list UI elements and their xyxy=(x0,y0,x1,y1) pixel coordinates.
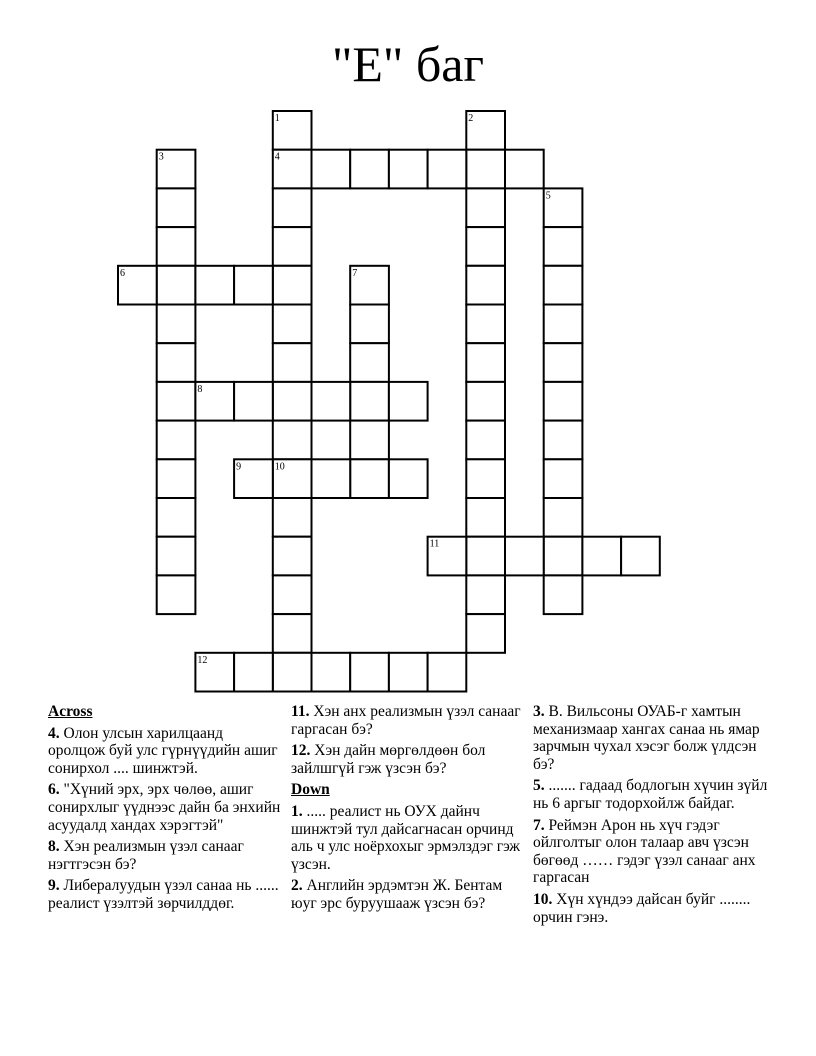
grid-cell[interactable] xyxy=(350,382,389,421)
clue-across-4: 4. Олон улсын харилцаанд оролцож буй улс гүрнүүдийн ашиг сонирхол .... шинжтэй. xyxy=(48,724,278,777)
grid-cell[interactable] xyxy=(157,459,196,498)
grid-cell[interactable] xyxy=(466,343,505,382)
grid-cell[interactable] xyxy=(312,459,351,498)
puzzle-title: "Е" баг xyxy=(331,36,484,92)
grid-cell-number: 8 xyxy=(197,383,203,395)
grid-cell-number: 10 xyxy=(274,461,285,473)
down-heading: Down xyxy=(291,781,330,799)
grid-cell[interactable] xyxy=(544,421,583,460)
clue-down-2: 2. Английн эрдэмтэн Ж. Бентам юуг эрс буруушааж үзсэн бэ? xyxy=(291,877,503,912)
grid-cell[interactable] xyxy=(544,537,583,576)
grid-cell[interactable] xyxy=(157,343,196,382)
grid-cell[interactable] xyxy=(466,421,505,460)
grid-cell[interactable] xyxy=(544,498,583,537)
grid-cell[interactable] xyxy=(544,227,583,266)
grid-cell[interactable] xyxy=(350,459,389,498)
clue-across-12: 12. Хэн дайн мөргөлдөөн бол зайлшгүй гэж үзсэн бэ? xyxy=(291,742,486,777)
grid-cell[interactable] xyxy=(505,150,544,189)
grid-cell[interactable] xyxy=(234,266,273,305)
grid-cell[interactable] xyxy=(544,575,583,614)
grid-cell[interactable] xyxy=(273,421,312,460)
grid-cell[interactable] xyxy=(582,537,621,576)
grid-cell[interactable] xyxy=(273,266,312,305)
grid-cell[interactable] xyxy=(466,188,505,227)
grid-cell[interactable] xyxy=(621,537,660,576)
grid-cell[interactable] xyxy=(157,305,196,344)
grid-cell[interactable] xyxy=(505,537,544,576)
grid-cell[interactable] xyxy=(157,227,196,266)
grid-cell[interactable] xyxy=(350,343,389,382)
grid-cell[interactable] xyxy=(466,150,505,189)
grid-cell[interactable] xyxy=(544,343,583,382)
grid-cell[interactable] xyxy=(273,575,312,614)
grid-cell[interactable] xyxy=(157,537,196,576)
grid-cell[interactable] xyxy=(312,382,351,421)
grid-cell-number: 12 xyxy=(197,654,208,666)
across-heading: Across xyxy=(48,703,93,720)
grid-cell[interactable] xyxy=(428,653,467,692)
grid-cell-number: 4 xyxy=(274,151,280,163)
grid-cell[interactable] xyxy=(544,305,583,344)
grid-cell-number: 3 xyxy=(158,151,164,163)
grid-cell[interactable] xyxy=(157,575,196,614)
grid-cell[interactable] xyxy=(273,498,312,537)
grid-cell[interactable] xyxy=(157,266,196,305)
grid-cell[interactable] xyxy=(466,614,505,653)
clue-down-3: 3. В. Вильсоны ОУАБ-г хамтын механизмаар хангах санаа нь ямар зарчмын чухал хэсэг болж үлдсэн бэ? xyxy=(533,703,760,773)
grid-cell[interactable] xyxy=(157,421,196,460)
grid-cell[interactable] xyxy=(234,382,273,421)
grid-cell-number: 11 xyxy=(429,538,440,550)
grid-cell[interactable] xyxy=(466,305,505,344)
clue-down-7: 7. Реймэн Арон нь хүч гэдэг ойлголтыг олон талаар авч үзсэн бөгөөд …… гэдэг үзэл санааг анх гаргасан xyxy=(533,816,756,887)
grid-cell[interactable] xyxy=(544,459,583,498)
grid-cell[interactable] xyxy=(157,498,196,537)
grid-cell-number: 6 xyxy=(120,267,125,279)
grid-cell[interactable] xyxy=(466,537,505,576)
grid-cell[interactable] xyxy=(544,382,583,421)
grid-cell[interactable] xyxy=(350,421,389,460)
clue-across-11: 11. Хэн анх реализмын үзэл санааг гаргасан бэ? xyxy=(291,703,521,738)
grid-cell[interactable] xyxy=(273,305,312,344)
grid-cell[interactable] xyxy=(157,188,196,227)
grid-cell[interactable] xyxy=(350,305,389,344)
grid-cell[interactable] xyxy=(273,382,312,421)
clue-down-1: 1. ..... реалист нь ОУХ дайнч шинжтэй тул дайсагнасан орчинд аль ч улс ноёрхохыг эрмэлздэг гэж үзсэн. xyxy=(291,802,520,873)
clues-column-1 xyxy=(48,703,282,917)
grid-cell-number: 2 xyxy=(468,113,474,124)
grid-cell[interactable] xyxy=(466,459,505,498)
grid-cell[interactable] xyxy=(273,188,312,227)
clue-down-5: 5. ....... гадаад бодлогын хүчин зүйл нь 6 аргыг тодорхойлж байдаг. xyxy=(533,777,768,812)
grid-cell[interactable] xyxy=(273,537,312,576)
grid-cell[interactable] xyxy=(312,150,351,189)
grid-cell[interactable] xyxy=(234,653,273,692)
grid-cell[interactable] xyxy=(273,227,312,266)
grid-cell[interactable] xyxy=(428,150,467,189)
grid-cell[interactable] xyxy=(350,653,389,692)
grid-cell-number: 9 xyxy=(236,461,242,473)
grid-cell-number: 1 xyxy=(274,113,280,124)
grid-cell[interactable] xyxy=(466,266,505,305)
clue-across-8: 8. Хэн реализмын үзэл санааг нэгтгэсэн бэ? xyxy=(48,838,244,873)
clues-column-2 xyxy=(291,703,525,917)
grid-cell[interactable] xyxy=(389,382,428,421)
grid-cell[interactable] xyxy=(312,653,351,692)
grid-cell[interactable] xyxy=(389,150,428,189)
grid-cell-number: 7 xyxy=(352,267,358,279)
grid-cell[interactable] xyxy=(273,343,312,382)
grid-cell[interactable] xyxy=(273,614,312,653)
grid-cell[interactable] xyxy=(389,653,428,692)
grid-cell-number: 5 xyxy=(545,190,551,202)
clue-across-9: 9. Либералуудын үзэл санаа нь ...... реалист үзэлтэй зөрчилддөг. xyxy=(48,877,279,912)
grid-cell[interactable] xyxy=(273,653,312,692)
grid-cell[interactable] xyxy=(466,382,505,421)
clue-down-10: 10. Хүн хүндээ дайсан буйг ........ орчин гэнэ. xyxy=(533,890,751,926)
grid-cell[interactable] xyxy=(157,382,196,421)
grid-cell[interactable] xyxy=(466,498,505,537)
grid-cell[interactable] xyxy=(466,227,505,266)
grid-cell[interactable] xyxy=(195,266,234,305)
grid-cell[interactable] xyxy=(466,575,505,614)
clue-across-6: 6. "Хүний эрх, эрх чөлөө, ашиг сонирхлыг үүднээс дайн ба энхийн асуудалд хандах хэрэгтэй" xyxy=(48,781,281,834)
grid-cell[interactable] xyxy=(544,266,583,305)
grid-cell[interactable] xyxy=(350,150,389,189)
clues-column-3 xyxy=(533,703,769,930)
grid-cell[interactable] xyxy=(389,459,428,498)
